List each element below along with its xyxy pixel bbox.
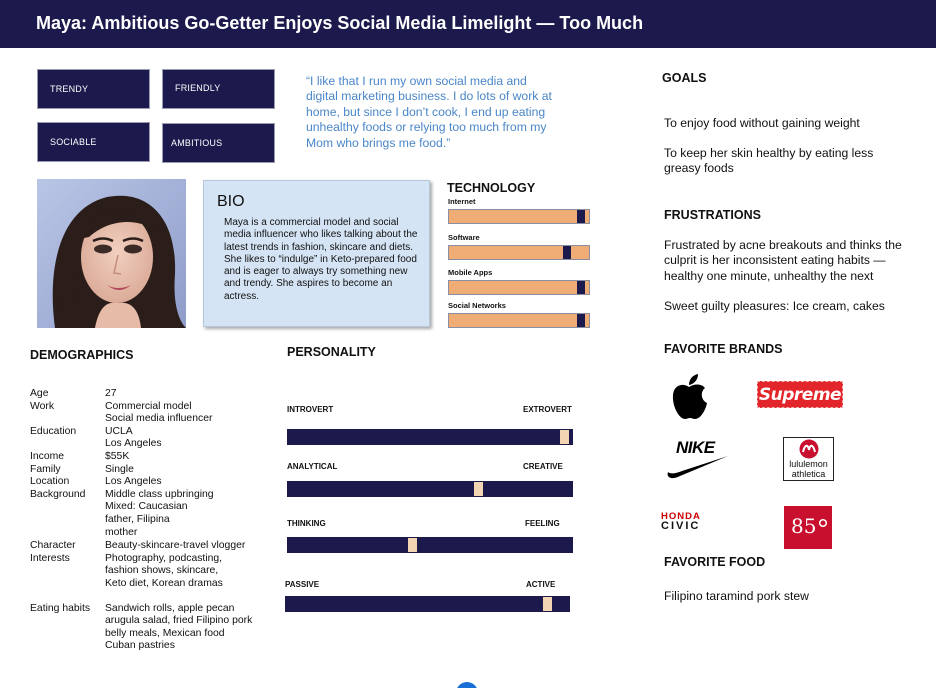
technology-label: Mobile Apps	[448, 268, 493, 277]
technology-bar-marker	[563, 246, 571, 259]
personality-scale-marker	[474, 482, 483, 496]
demographic-value: Single	[105, 463, 134, 475]
demographic-value: Los Angeles	[105, 476, 162, 488]
nike-logo-icon	[666, 438, 730, 480]
civic-logo-text: CIVIC	[661, 520, 701, 532]
demographic-value: Sandwich rolls, apple pecan	[105, 602, 235, 614]
personality-left-label: ANALYTICAL	[287, 462, 338, 471]
demographic-value: Commercial model	[105, 400, 192, 412]
technology-bar-marker	[577, 281, 585, 294]
demographic-label: Income	[30, 451, 65, 462]
technology-bar	[448, 280, 590, 295]
frustration-item: Frustrated by acne breakouts and thinks the culprit is her inconsistent eating habits — healthy one minute, unhealthy the next	[664, 238, 902, 283]
page-title: Maya: Ambitious Go-Getter Enjoys Social Media Limelight — Too Much	[36, 13, 644, 33]
technology-bar-marker	[577, 314, 585, 327]
demographic-value: Middle class upbringing	[105, 488, 214, 500]
technology-bar	[448, 245, 590, 260]
nike-logo-text: NIKE	[676, 438, 715, 457]
trait-tag-friendly: FRIENDLY	[162, 69, 275, 109]
goal-item: To enjoy food without gaining weight	[664, 116, 860, 130]
demographic-value: arugula salad, fried Filipino pork	[105, 615, 253, 627]
goals-title: GOALS	[662, 71, 707, 85]
personality-scale-bar	[285, 596, 570, 612]
frustrations-title: FRUSTRATIONS	[664, 208, 761, 222]
demographic-value: father, Filipina	[105, 514, 170, 525]
demographic-label: Education	[30, 425, 77, 437]
personality-scale-bar	[287, 537, 573, 553]
bio-title: BIO	[217, 193, 245, 210]
personality-right-label: ACTIVE	[526, 580, 556, 589]
demographic-value: Keto diet, Korean dramas	[105, 578, 223, 589]
demographic-label: Background	[30, 488, 86, 500]
page-indicator-dot[interactable]	[456, 682, 478, 688]
technology-label: Internet	[448, 197, 476, 206]
demographic-label: Eating habits	[30, 602, 91, 614]
trait-tag-ambitious: AMBITIOUS	[162, 123, 275, 163]
trait-tag-trendy: TRENDY	[37, 69, 150, 109]
demographic-value: $55K	[105, 451, 130, 462]
bio-text: Maya is a commercial model and social media influencer who likes talking about the latest trends in fashion, skincare and diets. She likes to “indulge” in Keto-prepared food and is eager to always try something new and trendy. She aspires to become an actress.	[224, 217, 418, 302]
personality-title: PERSONALITY	[287, 345, 376, 359]
personality-scale-marker	[408, 538, 417, 552]
demographic-value: Photography, podcasting,	[105, 552, 223, 564]
demographic-label: Interests	[30, 552, 70, 564]
honda-civic-logo-icon	[661, 511, 721, 535]
demographics-title: DEMOGRAPHICS	[30, 348, 134, 362]
honda-logo-text: HONDA	[661, 511, 701, 522]
demographic-label: Family	[30, 463, 61, 475]
demographic-label: Age	[30, 388, 49, 399]
supreme-logo-icon	[757, 381, 843, 408]
personality-scale-marker	[560, 430, 569, 444]
demographic-value: UCLA	[105, 425, 133, 437]
technology-label: Social Networks	[448, 301, 506, 310]
demographic-value: Beauty-skincare-travel vlogger	[105, 540, 246, 552]
demographic-value: Los Angeles	[105, 438, 162, 450]
technology-bar	[448, 313, 590, 328]
food-title: FAVORITE FOOD	[664, 555, 766, 569]
demographic-label: Work	[30, 400, 55, 412]
85-degrees-logo-icon	[784, 506, 832, 549]
lululemon-logo-icon	[783, 437, 834, 481]
persona-quote: “I like that I run my own social media and digital marketing business. I do lots of work at home, but since I don’t cook, I end up eating unhealthy foods or relying too much from my Mom who brings me food.”	[306, 74, 552, 150]
supreme-logo-text: Supreme	[758, 385, 842, 405]
demographic-label: Location	[30, 476, 70, 488]
85-degrees-logo-text: 85	[791, 514, 817, 538]
goal-item: To keep her skin healthy by eating less greasy foods	[664, 146, 874, 176]
lululemon-logo-text: lululemon	[789, 459, 828, 469]
personality-left-label: THINKING	[287, 519, 326, 528]
personality-right-label: EXTROVERT	[523, 405, 572, 414]
personality-scale-bar	[287, 429, 573, 445]
personality-left-label: INTROVERT	[287, 405, 334, 414]
favorite-food-text: Filipino taramind pork stew	[664, 589, 809, 603]
personality-right-label: FEELING	[525, 519, 560, 528]
demographic-value: Social media influencer	[105, 413, 213, 425]
demographic-value: Cuban pastries	[105, 640, 175, 652]
lululemon-logo-subtext: athletica	[791, 469, 826, 479]
technology-bar	[448, 209, 590, 224]
brands-title: FAVORITE BRANDS	[664, 342, 783, 356]
frustration-item: Sweet guilty pleasures: Ice cream, cakes	[664, 299, 885, 313]
persona-photo	[37, 179, 186, 328]
demographic-label: Character	[30, 540, 76, 552]
personality-left-label: PASSIVE	[285, 580, 320, 589]
demographic-value: Mixed: Caucasian	[105, 501, 188, 513]
bio-card	[203, 180, 430, 327]
demographic-value: 27	[105, 388, 117, 399]
personality-scale-bar	[287, 481, 573, 497]
technology-bar-marker	[577, 210, 585, 223]
demographic-value: mother	[105, 526, 138, 538]
demographic-value: belly meals, Mexican food	[105, 627, 225, 639]
demographic-value: fashion shows, skincare,	[105, 565, 219, 577]
trait-tag-sociable: SOCIABLE	[37, 122, 150, 162]
personality-right-label: CREATIVE	[523, 462, 563, 471]
apple-logo-icon	[668, 373, 710, 421]
technology-title: TECHNOLOGY	[447, 181, 536, 195]
personality-scale-marker	[543, 597, 552, 611]
technology-label: Software	[448, 233, 480, 242]
